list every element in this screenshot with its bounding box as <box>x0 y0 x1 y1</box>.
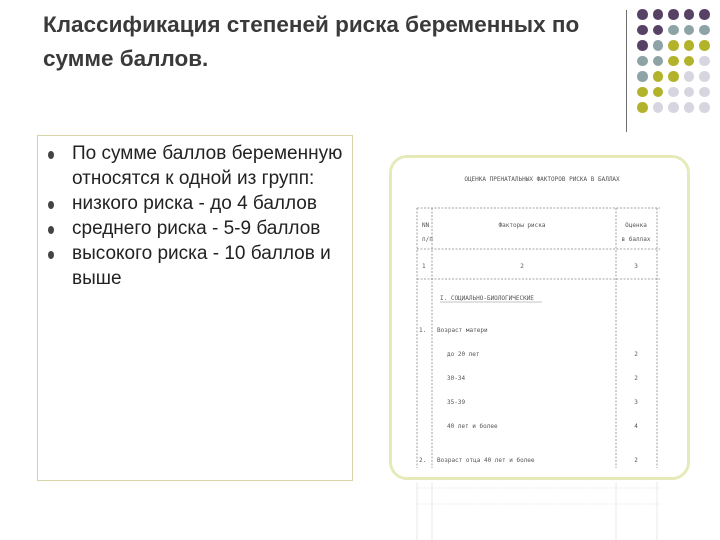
scan-row-factor: 40 лет и более <box>447 423 498 430</box>
scan-row-number: 2. <box>419 457 427 464</box>
decorative-dot <box>653 9 664 20</box>
scan-row-score: 2 <box>634 375 638 382</box>
scan-row-factor: Возраст отца 40 лет и более <box>437 457 535 464</box>
decorative-dot <box>699 40 710 51</box>
decorative-dot <box>637 87 648 98</box>
decorative-dot <box>699 71 710 82</box>
bullet-item: По сумме баллов беременную относятся к одной из групп: <box>48 141 348 191</box>
decorative-dot <box>653 40 664 51</box>
decorative-dot <box>668 102 679 113</box>
scan-row-score: 3 <box>634 399 638 406</box>
decorative-dot <box>668 71 679 82</box>
scan-row-factor: 35-39 <box>447 399 466 406</box>
decorative-dot <box>637 102 648 113</box>
scanned-table-svg <box>392 158 687 477</box>
decorative-dot <box>699 25 710 36</box>
decorative-dot <box>637 9 648 20</box>
scan-col-no: NN <box>422 222 430 229</box>
scan-row-factor: 30-34 <box>447 375 466 382</box>
scan-row-score: 2 <box>634 457 638 464</box>
reflection-svg <box>392 482 687 540</box>
decorative-dot <box>684 9 695 20</box>
scan-row-score: 2 <box>634 351 638 358</box>
decorative-dot <box>653 25 664 36</box>
scan-col-no2: п/п <box>422 236 433 243</box>
decorative-dot <box>653 71 664 82</box>
decorative-dot <box>684 71 695 82</box>
decorative-dot <box>668 25 679 36</box>
scan-row-score: 4 <box>634 423 638 430</box>
bullet-list <box>48 141 348 291</box>
scan-col-score: Оценка <box>625 222 647 229</box>
decorative-dot <box>637 71 648 82</box>
scan-num-3: 3 <box>634 263 638 270</box>
decorative-dot <box>668 56 679 67</box>
decorative-dot <box>637 56 648 67</box>
decorative-dot <box>699 87 710 98</box>
bullet-item: высокого риска - 10 баллов и выше <box>48 241 348 291</box>
decorative-dot <box>684 40 695 51</box>
scan-col-score2: в баллах <box>621 236 651 243</box>
scan-num-1: 1 <box>422 263 426 270</box>
slide-title: Классификация степеней риска беременных по сумме баллов. <box>43 12 580 71</box>
decorative-dot <box>684 102 695 113</box>
decorative-dot <box>684 87 695 98</box>
decorative-dot <box>668 87 679 98</box>
bullet-item: низкого риска - до 4 баллов <box>48 191 348 216</box>
scan-heading: ОЦЕНКА ПРЕНАТАЛЬНЫХ ФАКТОРОВ РИСКА В БАЛЛАХ <box>464 176 620 183</box>
table-reflection <box>392 482 687 540</box>
decorative-dot <box>699 56 710 67</box>
scan-col-factors: Факторы риска <box>498 222 546 229</box>
decorative-dot <box>653 87 664 98</box>
decorative-dot <box>684 56 695 67</box>
decorative-dot <box>668 40 679 51</box>
decorative-dot <box>653 56 664 67</box>
scan-num-2: 2 <box>520 263 524 270</box>
bullet-item: среднего риска - 5-9 баллов <box>48 216 348 241</box>
decorative-dot <box>668 9 679 20</box>
scanned-table-image <box>389 155 690 480</box>
scan-section: I. СОЦИАЛЬНО-БИОЛОГИЧЕСКИЕ <box>440 295 534 302</box>
decorative-dot <box>637 40 648 51</box>
decorative-dot <box>699 9 710 20</box>
scan-row-number: 1. <box>419 327 427 334</box>
scan-row-factor: Возраст матери <box>437 327 488 334</box>
decorative-dot <box>637 25 648 36</box>
scan-row-factor: до 20 лет <box>447 351 480 358</box>
decorative-dot <box>684 25 695 36</box>
decorative-dot <box>653 102 664 113</box>
decorative-dot <box>699 102 710 113</box>
divider-line <box>626 10 627 132</box>
